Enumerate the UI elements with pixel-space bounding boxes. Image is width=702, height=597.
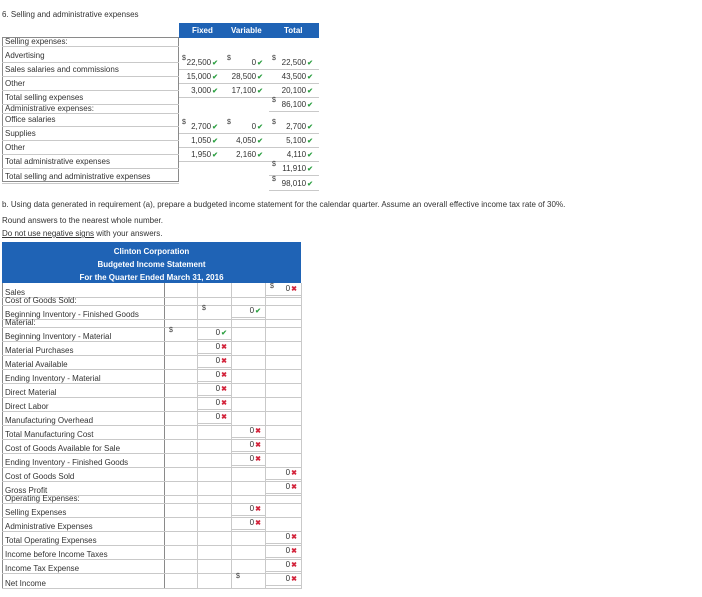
cross-icon: ✖: [291, 576, 297, 583]
part-a-fixed-cell[interactable]: [179, 71, 224, 84]
statement-value: 0: [215, 342, 221, 351]
statement-input-income-before-tax[interactable]: [266, 545, 301, 558]
part-a-variable-value: 17,100: [231, 86, 257, 95]
statement-input-mat-avail[interactable]: [198, 355, 231, 368]
cross-icon: ✖: [255, 428, 261, 435]
statement-row-separator: [2, 369, 301, 370]
header-variable: Variable: [231, 26, 262, 35]
statement-input-cogs[interactable]: [266, 467, 301, 480]
statement-value: 0: [249, 518, 255, 527]
check-icon: ✔: [307, 88, 313, 95]
part-a-row-label: Advertising: [5, 51, 45, 60]
cross-icon: ✖: [291, 484, 297, 491]
check-icon: ✔: [307, 124, 313, 131]
round-note: Round answers to the nearest whole number.: [2, 216, 163, 225]
col-divider-5: [301, 283, 302, 589]
part-a-total-cell[interactable]: [269, 99, 319, 112]
part-a-row-separator: [2, 140, 179, 141]
cross-icon: ✖: [291, 470, 297, 477]
part-a-variable-value: 4,050: [236, 136, 257, 145]
statement-value: 0: [285, 482, 291, 491]
statement-input-direct-mat[interactable]: [198, 383, 231, 396]
check-icon: ✔: [307, 60, 313, 67]
part-a-total-value: 11,910: [282, 164, 307, 173]
statement-row-label: Cost of Goods Sold: [5, 472, 75, 481]
statement-row-separator: [2, 573, 301, 574]
part-a-title: 6. Selling and administrative expenses: [2, 10, 139, 19]
statement-row-label: Income Tax Expense: [5, 564, 80, 573]
part-a-fixed-value: 15,000: [186, 72, 212, 81]
cross-icon: ✖: [255, 520, 261, 527]
statement-row-label: Total Operating Expenses: [5, 536, 97, 545]
statement-row-label: Manufacturing Overhead: [5, 416, 94, 425]
statement-row-label: Material Available: [5, 360, 68, 369]
part-a-row-label: Sales salaries and commissions: [5, 65, 119, 74]
check-icon: ✔: [307, 152, 313, 159]
statement-input-beg-fg[interactable]: [232, 305, 265, 318]
part-a-row-label: Selling expenses:: [5, 37, 68, 46]
part-a-row-label: Total administrative expenses: [5, 157, 110, 166]
statement-input-beg-mat[interactable]: [198, 327, 231, 340]
statement-input-net-income[interactable]: [266, 573, 301, 586]
part-a-row-label: Other: [5, 79, 26, 88]
header-total: Total: [284, 26, 303, 35]
check-icon: ✔: [307, 74, 313, 81]
part-a-fixed-value: 1,050: [191, 136, 212, 145]
check-icon: ✔: [212, 60, 218, 67]
part-a-total-cell[interactable]: [269, 149, 319, 162]
cross-icon: ✖: [291, 534, 297, 541]
statement-input-mfg-overhead[interactable]: [198, 411, 231, 424]
part-a-variable-cell[interactable]: [224, 135, 269, 148]
dollar-sign: $: [272, 161, 276, 168]
statement-input-cogas[interactable]: [232, 439, 265, 452]
part-a-fixed-value: 3,000: [191, 86, 212, 95]
statement-value: 0: [215, 412, 221, 421]
dollar-sign: $: [182, 55, 186, 62]
part-a-row-separator: [2, 113, 179, 114]
check-icon: ✔: [257, 74, 263, 81]
statement-row-label: Beginning Inventory - Material: [5, 332, 112, 341]
statement-row-label: Direct Labor: [5, 402, 49, 411]
part-a-fixed-value: 22,500: [186, 58, 212, 67]
statement-row-label: Total Manufacturing Cost: [5, 430, 94, 439]
check-icon: ✔: [212, 88, 218, 95]
statement-value: 0: [285, 560, 291, 569]
statement-row-label: Ending Inventory - Material: [5, 374, 101, 383]
check-icon: ✔: [212, 124, 218, 131]
statement-value: 0: [249, 454, 255, 463]
part-a-row-separator: [2, 126, 179, 127]
dollar-sign: $: [236, 573, 240, 580]
statement-row-separator: [2, 545, 301, 546]
check-icon: ✔: [257, 152, 263, 159]
statement-period: For the Quarter Ended March 31, 2016: [79, 273, 224, 282]
check-icon: ✔: [212, 138, 218, 145]
dollar-sign: $: [182, 119, 186, 126]
statement-value: 0: [215, 398, 221, 407]
part-a-total-value: 22,500: [281, 58, 307, 67]
statement-input-selling-exp[interactable]: [232, 503, 265, 516]
statement-input-admin-exp[interactable]: [232, 517, 265, 530]
check-icon: ✔: [257, 138, 263, 145]
part-a-fixed-cell[interactable]: [179, 135, 224, 148]
part-a-row-label: Total selling expenses: [5, 93, 84, 102]
cross-icon: ✖: [221, 344, 227, 351]
negative-note-rest: with your answers.: [94, 229, 163, 238]
statement-row-label: Selling Expenses: [5, 508, 67, 517]
part-a-fixed-value: 1,950: [191, 150, 212, 159]
part-a-variable-cell[interactable]: [224, 149, 269, 162]
cross-icon: ✖: [221, 414, 227, 421]
part-a-row-label: Total selling and administrative expenses: [5, 172, 151, 181]
part-a-variable-value: 28,500: [231, 72, 257, 81]
part-a-total-cell[interactable]: [269, 135, 319, 148]
part-a-total-value: 2,700: [286, 122, 307, 131]
statement-row-label: Cost of Goods Available for Sale: [5, 444, 121, 453]
statement-value: 0: [215, 384, 221, 393]
part-a-variable-cell[interactable]: [224, 71, 269, 84]
cross-icon: ✖: [291, 548, 297, 555]
statement-row-separator: [2, 383, 301, 384]
check-icon: ✔: [212, 152, 218, 159]
part-a-row-separator: [2, 154, 179, 155]
check-icon: ✔: [307, 166, 313, 173]
part-a-variable-value: 2,160: [236, 150, 257, 159]
dollar-sign: $: [272, 55, 276, 62]
part-a-variable-value: 0: [251, 58, 257, 67]
check-icon: ✔: [221, 330, 227, 337]
statement-value: 0: [285, 284, 291, 293]
cross-icon: ✖: [221, 386, 227, 393]
header-fixed: Fixed: [192, 26, 213, 35]
check-icon: ✔: [307, 181, 313, 188]
statement-value: 0: [215, 356, 221, 365]
statement-value: 0: [215, 328, 221, 337]
statement-input-tax-exp[interactable]: [266, 559, 301, 572]
statement-input-total-mfg[interactable]: [232, 425, 265, 438]
cross-icon: ✖: [291, 286, 297, 293]
part-a-row-separator: [2, 183, 179, 184]
statement-row-label: Sales: [5, 288, 26, 297]
statement-row-label: Beginning Inventory - Finished Goods: [5, 310, 139, 319]
statement-row-separator: [2, 327, 301, 328]
cross-icon: ✖: [255, 456, 261, 463]
check-icon: ✔: [255, 308, 261, 315]
check-icon: ✔: [307, 102, 313, 109]
dollar-sign: $: [272, 119, 276, 126]
dollar-sign: $: [227, 119, 231, 126]
statement-row-separator: [2, 588, 301, 589]
statement-row-label: Gross Profit: [5, 486, 48, 495]
part-a-fixed-cell[interactable]: [179, 149, 224, 162]
statement-row-separator: [2, 397, 301, 398]
statement-row-separator: [2, 411, 301, 412]
statement-input-purchases[interactable]: [198, 341, 231, 354]
part-a-total-cell[interactable]: [269, 121, 319, 134]
statement-row-label: Income before Income Taxes: [5, 550, 108, 559]
cross-icon: ✖: [255, 506, 261, 513]
statement-value: 0: [285, 546, 291, 555]
part-a-total-cell[interactable]: [269, 71, 319, 84]
statement-value: 0: [249, 306, 255, 315]
part-a-total-value: 20,100: [281, 86, 307, 95]
statement-input-end-fg[interactable]: [232, 453, 265, 466]
statement-row-label: Ending Inventory - Finished Goods: [5, 458, 129, 467]
statement-row-label: Operating Expenses:: [5, 494, 80, 503]
part-a-row-label: Supplies: [5, 129, 36, 138]
statement-row-label: Cost of Goods Sold:: [5, 296, 77, 305]
check-icon: ✔: [257, 88, 263, 95]
statement-value: 0: [215, 370, 221, 379]
cross-icon: ✖: [255, 442, 261, 449]
part-a-total-value: 4,110: [286, 150, 307, 159]
statement-row-separator: [2, 559, 301, 560]
part-a-row-separator: [2, 46, 179, 47]
part-a-row-label: Office salaries: [5, 115, 56, 124]
statement-value: 0: [249, 426, 255, 435]
statement-value: 0: [285, 574, 291, 583]
check-icon: ✔: [307, 138, 313, 145]
part-a-total-cell[interactable]: [269, 163, 319, 176]
statement-row-label: Net Income: [5, 579, 46, 588]
dollar-sign: $: [202, 305, 206, 312]
part-a-row-separator: [2, 90, 179, 91]
part-a-fixed-value: 2,700: [191, 122, 212, 131]
part-a-row-separator: [2, 62, 179, 63]
cross-icon: ✖: [221, 400, 227, 407]
part-a-variable-value: 0: [251, 122, 257, 131]
cross-icon: ✖: [221, 358, 227, 365]
part-a-total-value: 43,500: [281, 72, 307, 81]
part-a-row-label: Administrative expenses:: [5, 104, 94, 113]
part-a-total-cell[interactable]: [269, 178, 319, 191]
statement-row-separator: [2, 481, 301, 482]
part-a-variable-cell[interactable]: [224, 85, 269, 98]
check-icon: ✔: [212, 74, 218, 81]
col-divider-1: [164, 283, 165, 589]
dollar-sign: $: [272, 97, 276, 104]
statement-row-separator: [2, 531, 301, 532]
statement-row-label: Administrative Expenses: [5, 522, 93, 531]
cross-icon: ✖: [221, 372, 227, 379]
part-a-total-cell[interactable]: [269, 57, 319, 70]
statement-value: 0: [285, 532, 291, 541]
statement-value: 0: [249, 440, 255, 449]
dollar-sign: $: [169, 327, 173, 334]
statement-header: [2, 242, 301, 283]
part-a-row-separator: [2, 168, 179, 169]
check-icon: ✔: [257, 60, 263, 67]
statement-row-separator: [2, 467, 301, 468]
statement-value: 0: [285, 468, 291, 477]
statement-row-label: Material Purchases: [5, 346, 74, 355]
statement-input-direct-labor[interactable]: [198, 397, 231, 410]
dollar-sign: $: [272, 176, 276, 183]
part-a-row-separator: [2, 76, 179, 77]
negative-note: [2, 229, 163, 238]
statement-row-separator: [2, 341, 301, 342]
cross-icon: ✖: [291, 562, 297, 569]
statement-row-label: Direct Material: [5, 388, 57, 397]
part-a-row-label: Other: [5, 143, 26, 152]
part-a-total-value: 98,010: [281, 179, 307, 188]
check-icon: ✔: [257, 124, 263, 131]
statement-row-separator: [2, 355, 301, 356]
dollar-sign: $: [227, 55, 231, 62]
statement-row-separator: [2, 319, 301, 320]
statement-input-end-mat[interactable]: [198, 369, 231, 382]
part-a-fixed-cell[interactable]: [179, 85, 224, 98]
part-a-total-value: 5,100: [286, 136, 307, 145]
company-name: Clinton Corporation: [113, 247, 190, 256]
statement-input-gross-profit[interactable]: [266, 481, 301, 494]
dollar-sign: $: [270, 283, 274, 290]
part-b-instruction: b. Using data generated in requirement (a), prepare a budgeted income statement for the calendar quarter. Assume an overall effective income tax rate of 30%.: [2, 200, 566, 209]
part-a-total-cell[interactable]: [269, 85, 319, 98]
part-a-total-value: 86,100: [281, 100, 307, 109]
statement-input-total-opex[interactable]: [266, 531, 301, 544]
statement-title: Budgeted Income Statement: [97, 260, 206, 269]
statement-row-label: Material:: [5, 318, 36, 327]
statement-value: 0: [249, 504, 255, 513]
negative-note-underlined: Do not use negative signs: [2, 229, 95, 238]
